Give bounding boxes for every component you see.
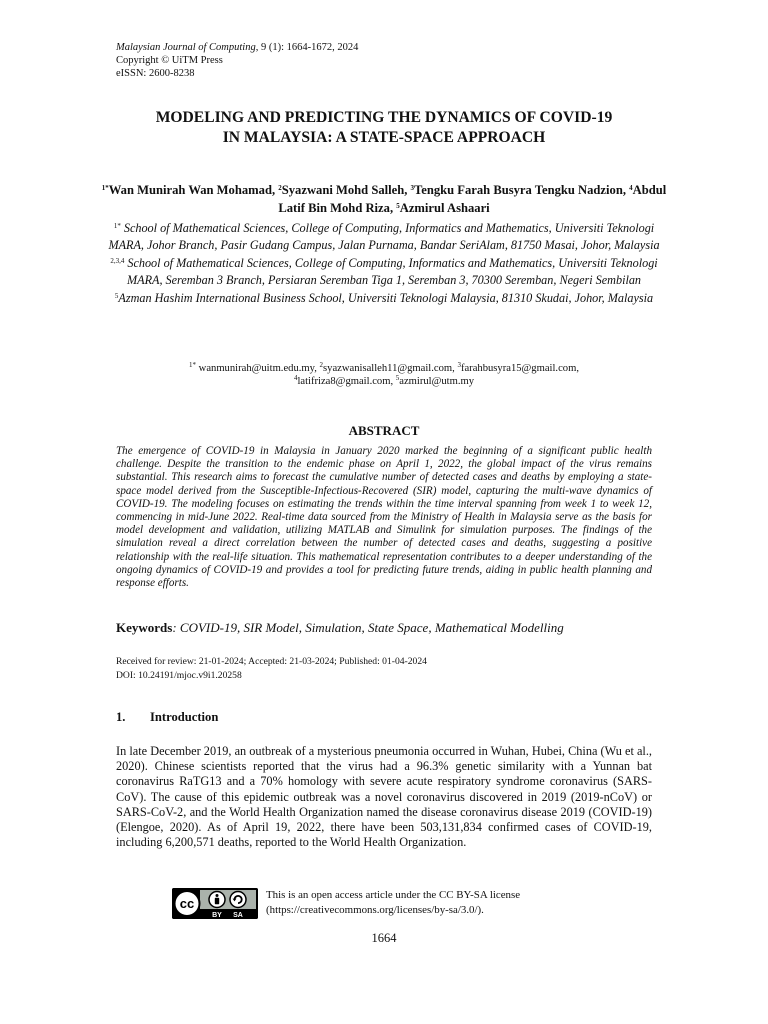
cc-by-sa-logo (172, 888, 258, 919)
author-name: Tengku Farah Busyra Tengku Nadzion, (414, 183, 630, 197)
affiliation-text: School of Mathematical Sciences, College of Computing, Informatics and Mathematics, Universiti Teknologi MARA, Johor Branch, Pasir Gudang Campus, Jalan Purnama, Bandar SeriAlam, 81750 Masai, Johor, Malaysia (108, 221, 660, 253)
affiliation-mark: 1* (113, 222, 121, 230)
license-line-1: This is an open access article under the CC BY-SA license (266, 889, 521, 901)
license-text (266, 888, 586, 918)
journal-citation (116, 41, 358, 54)
author-list (100, 182, 668, 217)
affiliation-mark: 5 (114, 291, 119, 300)
title-line-2: IN MALAYSIA: A STATE-SPACE APPROACH (222, 129, 546, 146)
sa-label: SA (233, 912, 243, 919)
publication-dates (116, 655, 427, 683)
author-mark: 5 (396, 201, 400, 210)
journal-name: Malaysian Journal of Computing (116, 42, 256, 53)
cc-by-sa-badge[interactable] (172, 888, 258, 919)
abstract-heading: ABSTRACT (348, 423, 420, 438)
paper-title (100, 108, 668, 148)
keywords-values: : COVID-19, SIR Model, Simulation, State Space, Mathematical Modelling (172, 620, 564, 635)
email-mark: 5 (395, 374, 400, 383)
keywords-label: Keywords (116, 620, 173, 635)
email-mark: 4 (293, 374, 298, 383)
email-address[interactable]: azmirul@utm.my (399, 376, 475, 388)
doi-line[interactable]: DOI: 10.24191/mjoc.v9i1.20258 (116, 670, 242, 681)
license-url[interactable]: (https://creativecommons.org/licenses/by-sa/3.0/). (266, 904, 484, 916)
email-address[interactable]: wanmunirah@uitm.edu.my, (198, 363, 320, 374)
author-mark: 1* (101, 184, 109, 192)
journal-header (116, 41, 358, 80)
review-dates: Received for review: 21-01-2024; Accepted: 21-03-2024; Published: 01-04-2024 (116, 656, 427, 667)
email-address[interactable]: farahbusyra15@gmail.com, (460, 363, 579, 374)
abstract-text: The emergence of COVID-19 in Malaysia in January 2020 marked the beginning of a significant public health challenge. Despite the transition to the endemic phase on April 1, 2022, the global impact of the virus remains substantial. This research aims to forecast the cumulative number of detected cases and deaths by employing a state-space model derived from the Susceptible-Infectious-Recovered (SIR) model, capturing the multi-wave dynamics of COVID-19. The modeling focuses on estimating the trends within the time interval spanning from week 1 to week 12, commencing in mid-June 2022. Real-time data sourced from the Ministry of Health in Malaysia serve as the basis for model development and validation, utilizing MATLAB and Simulink for simulation purposes. The findings of the simulation reveal a direct correlation between the number of detected cases and deaths, suggesting a positive relationship with the real-life situation. This mathematical representation contributes to a deeper understanding of the ongoing dynamics of COVID-19 and provides a tool for predicting future trends, aiding in public health planning and response efforts. (116, 445, 652, 590)
by-label: BY (212, 912, 222, 919)
affiliation-text: Azman Hashim International Business School, Universiti Teknologi Malaysia, 81310 Skudai, Johor, Malaysia (118, 290, 654, 305)
section-number: 1. (116, 710, 126, 724)
email-mark: 3 (457, 361, 461, 369)
share-alike-icon (230, 892, 246, 908)
email-address[interactable]: syazwanisalleh11@gmail.com, (323, 363, 458, 374)
affiliation-1 (100, 220, 668, 255)
affiliation-list (100, 220, 668, 307)
keywords-line (116, 620, 676, 636)
affiliation-mark: 2,3,4 (110, 256, 125, 265)
cc-letters: cc (179, 896, 195, 911)
affiliation-text: School of Mathematical Sciences, College of Computing, Informatics and Mathematics, Universiti Teknologi MARA, Seremban 3 Branch, Persiaran Seremban Tiga 1, Seremban 3, 70300 Seremban, Negeri Sembilan (126, 255, 658, 288)
email-mark: 2 (319, 361, 324, 369)
email-mark: 1* (189, 361, 197, 369)
email-address[interactable]: latifriza8@gmail.com, (297, 376, 396, 388)
author-mark: 4 (629, 184, 633, 192)
title-line-1: MODELING AND PREDICTING THE DYNAMICS OF COVID-19 (155, 109, 613, 126)
copyright-line: Copyright © UiTM Press (116, 55, 223, 66)
author-name: Syazwani Mohd Salleh, (281, 183, 411, 197)
author-mark: 2 (278, 184, 282, 192)
affiliation-3 (100, 290, 668, 307)
intro-paragraph: In late December 2019, an outbreak of a mysterious pneumonia occurred in Wuhan, Hubei, China (Wu et al., 2020). Chinese scientists reported that the virus had a 96.3% genetic similarity with a Yunnan bat coronavirus RaTG13 and a 70% homology with severe acute respiratory syndrome coronavirus (SARS-CoV). The cause of this epidemic outbreak was a novel coronavirus discovered in 2019 (2019-nCoV) or SARS-CoV-2, and the World Health Organization named the disease coronavirus disease 2019 (COVID-19) (Elengoe, 2020). As of April 19, 2022, there have been 503,131,834 confirmed cases of COVID-19, including 6,200,571 deaths, reported to the World Health Organization. (116, 744, 652, 850)
affiliation-2 (100, 255, 668, 290)
eissn-line: eISSN: 2600-8238 (116, 68, 195, 79)
author-mark: 3 (410, 184, 415, 192)
author-name: Abdul Latif Bin Mohd Riza, (278, 183, 667, 215)
section-heading (116, 710, 218, 725)
journal-volume: , 9 (1): 1664-1672, 2024 (255, 42, 359, 53)
email-list (100, 362, 668, 389)
section-title: Introduction (150, 710, 219, 724)
author-name: Azmirul Ashaari (399, 200, 490, 215)
author-name: Wan Munirah Wan Mohamad, (108, 183, 279, 197)
page-number: 1664 (371, 931, 397, 945)
